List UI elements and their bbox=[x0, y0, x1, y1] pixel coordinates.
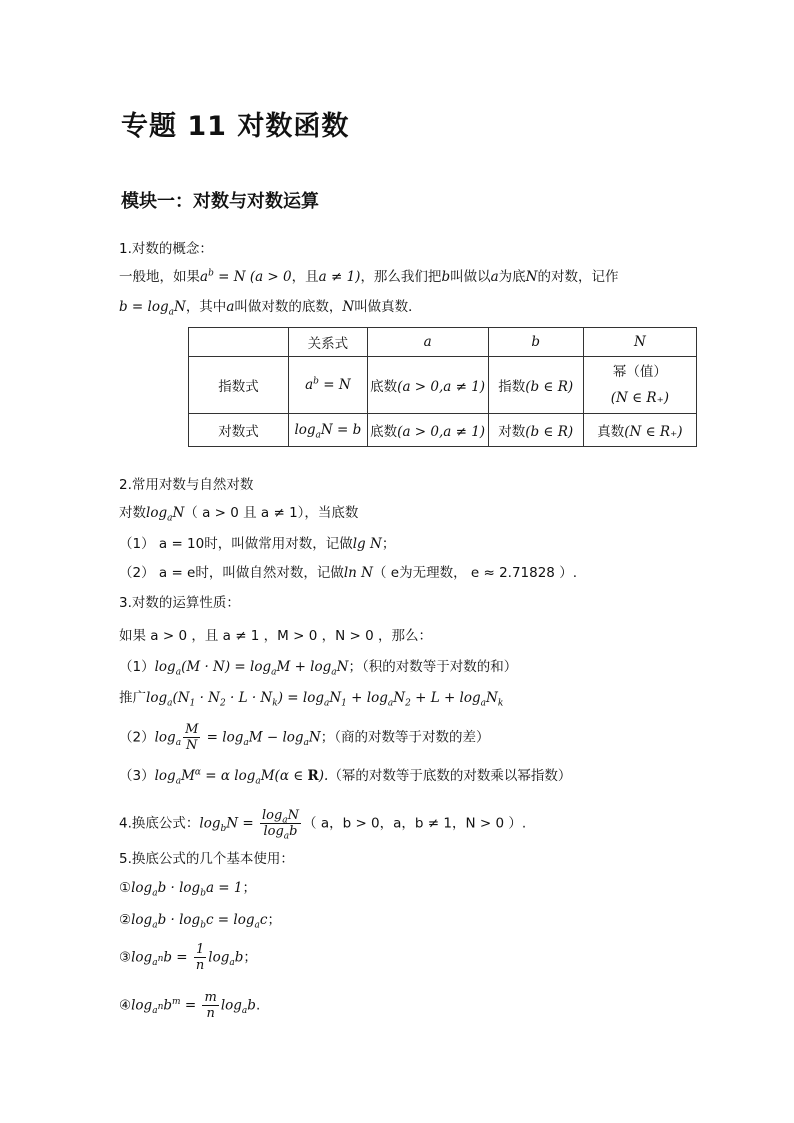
table-header-cell: a bbox=[367, 328, 488, 357]
fraction: $\frac{m}{n}$ bbox=[204, 990, 217, 1021]
table-cell: 对数式 bbox=[189, 414, 289, 447]
section-1-line-1: 一般地，如果$a^b = N$ (a > 0，且a ≠ 1)，那么我们把b叫做以a为底N的对数，记作 bbox=[119, 268, 619, 285]
log-definition-table bbox=[188, 327, 697, 447]
table-header-cell: N bbox=[583, 328, 696, 357]
usage-1: $①\log_ab \cdot \log_ba = 1$； bbox=[119, 880, 256, 899]
property-3: $(3)\log_aM^\alpha = \alpha$ $\log_aM(\alpha$ ∈ R).（幂的对数等于底数的对数乘以幂指数） bbox=[119, 767, 572, 787]
table-cell: 底数(a > 0,a ≠ 1) bbox=[367, 357, 488, 414]
table-row bbox=[189, 414, 697, 447]
property-1: $(1)\log_a(M \cdot N) = \log_aM + \log_aN$；（积的对数等于对数的和） bbox=[119, 659, 518, 678]
table-header-cell: 关系式 bbox=[289, 328, 368, 357]
fraction: $\frac{M}{N}$ bbox=[185, 722, 199, 753]
section-5-heading: 5.换底公式的几个基本使用： bbox=[119, 851, 294, 867]
table-cell: 底数(a > 0,a ≠ 1) bbox=[367, 414, 488, 447]
table-row bbox=[189, 357, 697, 414]
section-4-change-of-base: 4.换底公式：$\log_bN$ = $\frac{\log_aN}{\log_ab}$ （ a，b > 0，a，b ≠ 1，N > 0 ）. bbox=[119, 808, 527, 842]
table-cell: $\log_aN = b$ bbox=[289, 414, 368, 447]
table-header-cell: b bbox=[488, 328, 583, 357]
property-2: $(2)\log_a$ $\frac{M}{N}$ = $\log_aM - \log_aN$；（商的对数等于对数的差） bbox=[119, 722, 490, 753]
page-title: 专题 11 对数函数 bbox=[121, 111, 350, 142]
usage-2: $②\log_ab \cdot \log_bc = \log_ac$； bbox=[119, 912, 281, 931]
section-2-line-1: 对数$\log_aN$（ a > 0 且 a ≠ 1），当底数 bbox=[119, 505, 359, 524]
table-header-cell bbox=[189, 328, 289, 357]
table-cell: $a^b = N$ bbox=[289, 357, 368, 414]
section-3-heading: 3.对数的运算性质： bbox=[119, 595, 240, 611]
section-1-line-2: $b = \log_aN$，其中a叫做对数的底数，N叫做真数． bbox=[119, 299, 422, 318]
section-1-heading: 1.对数的概念： bbox=[119, 241, 213, 257]
usage-4: $④\log_{a^n}b^m$ = $\frac{m}{n}$ $\log_ab$. bbox=[119, 990, 261, 1021]
fraction: $\frac{1}{n}$ bbox=[195, 942, 205, 973]
table-cell: 幂（值） (N ∈ R₊) bbox=[583, 357, 696, 414]
section-2-line-2: （1） a = 10时，叫做常用对数，记做lg N； bbox=[119, 536, 396, 552]
table-cell: 指数(b ∈ R) bbox=[488, 357, 583, 414]
table-cell: 对数(b ∈ R) bbox=[488, 414, 583, 447]
usage-3: $③\log_{a^n}b$ = $\frac{1}{n}$ $\log_ab$； bbox=[119, 942, 257, 973]
module-heading: 模块一：对数与对数运算 bbox=[121, 191, 319, 212]
table-cell: 真数(N ∈ R₊) bbox=[583, 414, 696, 447]
section-3-conditions: 如果 a > 0 ，且 a ≠ 1 ，M > 0 ，N > 0 ，那么： bbox=[119, 628, 432, 644]
table-header-row bbox=[189, 328, 697, 357]
fraction: $\frac{\log_aN}{\log_ab}$ bbox=[261, 808, 300, 842]
section-2-line-3: （2） a = e时，叫做自然对数，记做ln N（ e为无理数， e ≈ 2.71828 ）. bbox=[119, 565, 577, 581]
section-2-heading: 2.常用对数与自然对数 bbox=[119, 477, 254, 493]
property-1-extension: 推广$\log_a(N_1 \cdot N_2 \cdot L \cdot N_k) = \log_aN_1 + \log_aN_2 + L + \log_aN_k$ bbox=[119, 690, 504, 709]
table-cell: 指数式 bbox=[189, 357, 289, 414]
